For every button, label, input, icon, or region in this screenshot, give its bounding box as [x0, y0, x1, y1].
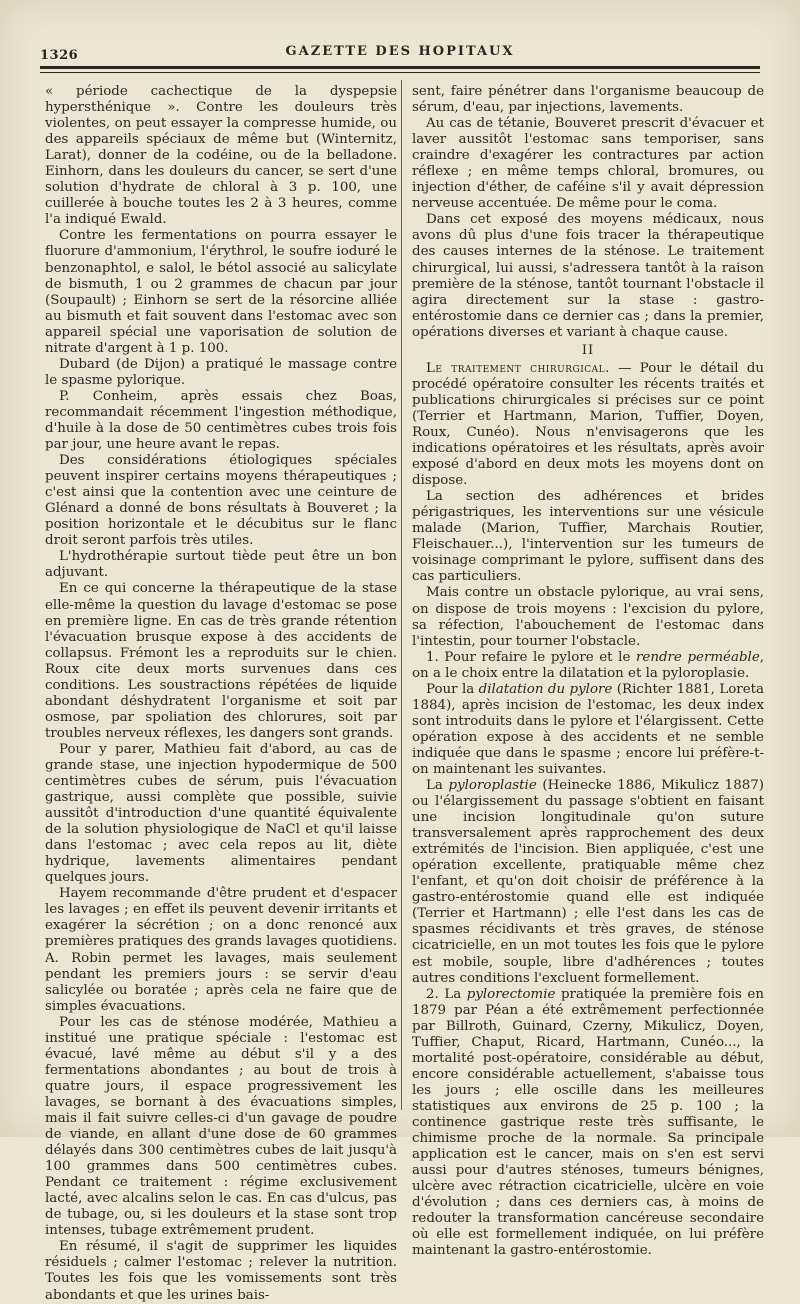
column-divider [401, 80, 402, 1110]
paragraph [412, 987, 764, 1260]
paragraph-text: — Pour le détail du procédé opératoire consulter les récents traités et publications chirurgicales si précises sur ce point (Terrier et Hartmann, Marion, Tuffier, Doyen, Roux, Cunéo). Nous n'envisagerons que les indications opératoires et les résultats, après avoir exposé d'abord en deux mots les moyens dont on dispose. [412, 360, 764, 489]
paragraph: L'hydrothérapie surtout tiède peut être un bon adjuvant. [45, 549, 397, 581]
paragraph-text: (Heinecke 1886, Mikulicz 1887) ou l'élargissement du passage s'obtient en faisant une incision longitudinale qu'on suture transversalement après rapprochement des deux extrémités de l'incision. Bien appliquée, c'est une opération excellente, pratiquable même chez l'enfant, et qu'on doit choisir de préférence à la gastro-entérostomie quand elle est indiquée (Terrier et Hartmann) ; elle l'est dans les cas de spasmes récidivants et très graves, de sténose cicatricielle, en un mot toutes les fois que le pylore est mobile, souple, libre d'adhérences ; toutes autres conditions l'excluent formellement. [412, 778, 764, 986]
paragraph [412, 778, 764, 987]
paragraph-text: 1. Pour refaire le pylore et le [426, 649, 636, 665]
paragraph-text: , on a le choix entre la dilatation et la pyloroplasie. [412, 649, 765, 681]
paragraph-text: pratiquée la première fois en 1879 par Péan a été extrêmement perfectionnée par Billroth, Guinard, Czerny, Mikulicz, Doyen, Tuffier, Chaput, Ricard, Hartmann, Cunéo..., la mortalité post-opératoire, considérable au début, encore considérable actuellement, s'abaisse tous les jours ; elle oscille dans les meilleures statistiques aux environs de 25 p. 100 ; la continence gastrique reste très suffisante, le chimisme proche de la normale. Sa principale application est le cancer, mais on s'en est servi aussi pour d'autres sténoses, tumeurs bénignes, ulcère avec rétraction cicatricielle, ulcère en voie d'évolution ; dans ces derniers cas, à moins de redouter la transformation cancéreuse secondaire où elle est formellement indiquée, on lui préfère maintenant la gastro-entérostomie. [412, 986, 764, 1259]
paragraph: Mais contre un obstacle pylorique, au vrai sens, on dispose de trois moyens : l'excision du pylore, sa réfection, l'abouchement de l'estomac dans l'intestin, pour tourner l'obstacle. [412, 585, 764, 649]
section-lead: Le traitement chirurgical. [426, 360, 610, 376]
header-rule-thin [40, 72, 760, 73]
paragraph: Des considérations étiologiques spéciales peuvent inspirer certains moyens thérapeutiques ; c'est ainsi que la contention avec une ceinture de Glénard a donné de bons résultats à Bouveret ; la position horizontale et le décubitus sur le flanc droit seront parfois très utiles. [45, 453, 397, 549]
right-column [412, 84, 764, 1259]
emphasis: dilatation du pylore [478, 681, 613, 697]
paragraph [412, 361, 764, 489]
paragraph-text: Pour la [426, 681, 479, 697]
left-column [45, 84, 397, 1304]
paragraph: Dubard (de Dijon) a pratiqué le massage contre le spasme pylorique. [45, 356, 397, 388]
emphasis: pyloroplastie [448, 778, 537, 794]
paragraph [412, 682, 764, 778]
running-title: GAZETTE DES HOPITAUX [285, 44, 515, 59]
header-rule-thick [40, 66, 760, 69]
paragraph [412, 650, 764, 682]
paragraph: Dans cet exposé des moyens médicaux, nous avons dû plus d'une fois tracer la thérapeutique des causes internes de la sténose. Le traitement chirurgical, lui aussi, s'adressera tantôt à la raison première de la sténose, tantôt tournant l'obstacle il agira directement sur la stase : gastro-entérostomie dans ce dernier cas ; dans la premier, opérations diverses et variant à chaque cause. [412, 212, 764, 340]
paragraph: La section des adhérences et brides périgastriques, les interventions sur une vésicule malade (Marion, Tuffier, Marchais Routier, Fleischauer...), l'intervention sur les tumeurs de voisinage comprimant le pylore, suffisent dans des cas particuliers. [412, 489, 764, 585]
paragraph: Pour les cas de sténose modérée, Mathieu a institué une pratique spéciale : l'estomac est évacué, lavé même au début s'il y a des fermentations abondantes ; au bout de trois à quatre jours, il espace progressivement les lavages, se bornant à des évacuations simples, mais il fait suivre celles-ci d'un gavage de poudre de viande, en allant d'une dose de 60 grammes délayés dans 300 centimètres cubes de lait jusqu'à 100 grammes dans 500 centimètres cubes. Pendant ce traitement : régime exclusivement lacté, avec alcalins selon le cas. En cas d'ulcus, pas de tubage, ou, si les douleurs et la stase sont trop intenses, tubage extrêmement prudent. [45, 1014, 397, 1239]
paragraph: Pour y parer, Mathieu fait d'abord, au cas de grande stase, une injection hypodermique de 500 centimètres cubes de sérum, puis l'évacuation gastrique, aussi complète que possible, suivie aussitôt d'introduction d'une quantité équivalente de la solution physiologique de NaCl et qu'il laisse dans l'estomac ; avec cela repos au lit, diète hydrique, lavements alimentaires pendant quelques jours. [45, 741, 397, 886]
paragraph: Hayem recommande d'être prudent et d'espacer les lavages ; en effet ils peuvent devenir irritants et exagérer la sécrétion ; on a donc renoncé aux premières pratiques des grands lavages quotidiens. A. Robin permet les lavages, mais seulement pendant les premiers jours : se servir d'eau salicylée ou boratée ; après cela ne faire que de simples évacuations. [45, 886, 397, 1014]
paragraph-text: (Richter 1881, Loreta 1884), après incision de l'estomac, les deux index sont introduits dans le pylore et l'élargissent. Cette opération expose à des accidents et ne semble indiquée que dans le spasme ; encore lui préfère-t-on maintenant les suivantes. [412, 681, 764, 777]
paragraph: En ce qui concerne la thérapeutique de la stase elle-même la question du lavage d'estomac se pose en première ligne. En cas de très grande rétention l'évacuation brusque expose à des accidents de collapsus. Frémont les a reproduits sur le chien. Roux cite deux morts survenues dans ces conditions. Les soustractions répétées de liquide abondant déshydratent l'organisme et soit par osmose, par spoliation des chlorures, soit par troubles nerveux réflexes, les dangers sont grands. [45, 581, 397, 741]
paragraph: « période cachectique de la dyspepsie hypersthénique ». Contre les douleurs très violentes, on peut essayer la compresse humide, ou des appareils spéciaux de même but (Winternitz, Larat), donner de la codéine, ou de la belladone. Einhorn, dans les douleurs du cancer, se sert d'une solution d'hydrate de chloral à 3 p. 100, une cuillerée à bouche toutes les 2 à 3 heures, comme l'a indiqué Ewald. [45, 84, 397, 228]
paragraph-text: La [426, 778, 449, 794]
section-number: II [581, 342, 595, 358]
emphasis: pylorectomie [466, 986, 556, 1002]
paragraph: En résumé, il s'agit de supprimer les liquides résiduels ; calmer l'estomac ; relever la nutrition. Toutes les fois que les vomissements sont très abondants et que les urines bais- [45, 1239, 397, 1303]
paragraph: Contre les fermentations on pourra essayer le fluorure d'ammonium, l'érythrol, le soufre ioduré le benzonaphtol, e salol, le bétol associé au salicylate de bismuth, 1 ou 2 grammes de chacun par jour (Soupault) ; Einhorn se sert de la résorcine alliée au bismuth et fait souvent dans l'estomac avec son appareil spécial une vaporisation de solution de nitrate d'argent à 1 p. 100. [45, 228, 397, 356]
paragraph-text: 2. La [426, 986, 467, 1002]
paragraph: sent, faire pénétrer dans l'organisme beaucoup de sérum, d'eau, par injections, lavements. [412, 84, 764, 116]
paragraph: Au cas de tétanie, Bouveret prescrit d'évacuer et laver aussitôt l'estomac sans temporiser, sans craindre d'exagérer les contractures par action réflexe ; en même temps chloral, bromures, ou injection d'éther, de caféine s'il y avait dépression nerveuse accentuée. De même pour le coma. [412, 116, 764, 212]
emphasis: rendre perméable [636, 649, 760, 665]
page-number: 1326 [40, 48, 79, 63]
paragraph: P. Conheim, après essais chez Boas, recommandait récemment l'ingestion méthodique, d'huile à la dose de 50 centimètres cubes trois fois par jour, une heure avant le repas. [45, 388, 397, 453]
